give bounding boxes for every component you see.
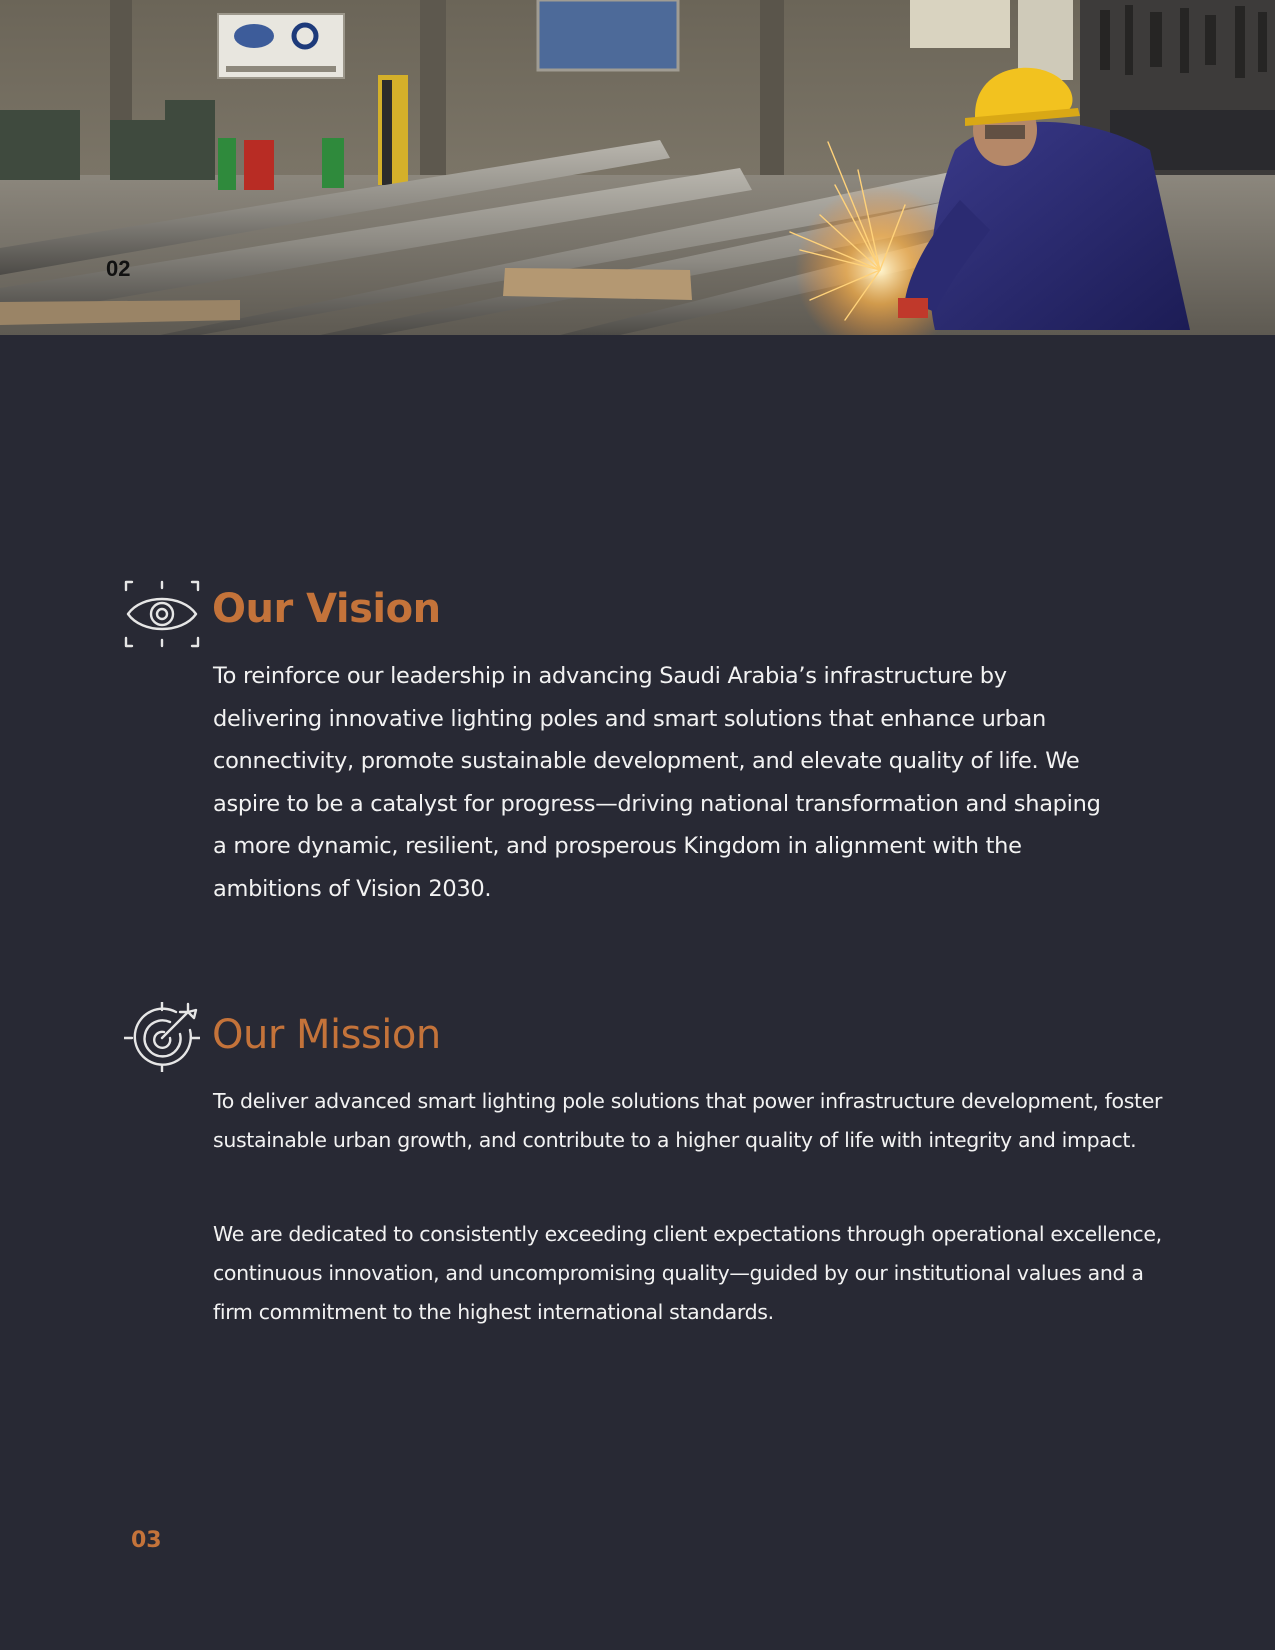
banner-illustration	[0, 0, 1275, 335]
footer-page-number: 03	[131, 1528, 162, 1553]
mission-title: Our Mission	[212, 1012, 441, 1058]
banner-page-number: 02	[106, 256, 131, 281]
factory-welder-photo	[0, 0, 1275, 335]
target-arrow-icon	[124, 1002, 200, 1072]
vision-title: Our Vision	[212, 586, 441, 632]
vision-body: To reinforce our leadership in advancing Saudi Arabia’s infrastructure by delivering innovative lighting poles and smart solutions that enhance urban connectivity, promote sustainable development, and elevate quality of life. We aspire to be a catalyst for progress—driving national transformation and shaping a more dynamic, resilient, and prosperous Kingdom in alignment with the ambitions of Vision 2030.	[213, 663, 1101, 902]
mission-paragraph-2: We are dedicated to consistently exceeding client expectations through operational excellence, continuous innovation, and uncompromising quality—guided by our institutional values and a firm commitment to the highest international standards.	[213, 1222, 1162, 1324]
eye-focus-icon	[124, 580, 200, 650]
mission-paragraph-1: To deliver advanced smart lighting pole solutions that power infrastructure development, foster sustainable urban growth, and contribute to a higher quality of life with integrity and impact.	[213, 1089, 1163, 1152]
